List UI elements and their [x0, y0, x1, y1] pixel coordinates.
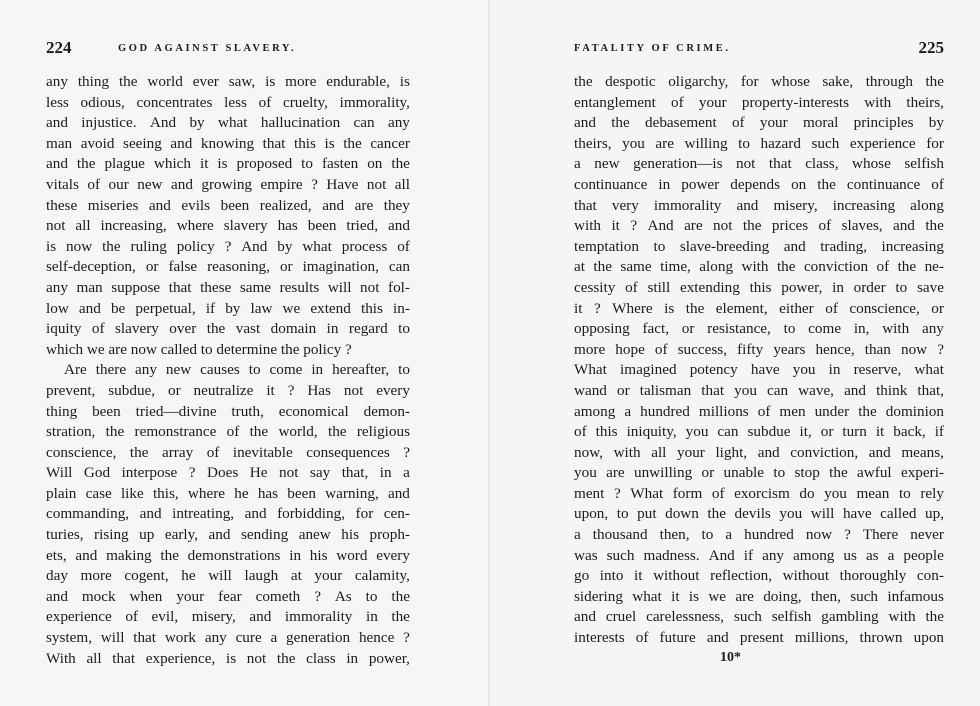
- text-line: you are unwilling or unable to stop the awful experi-: [574, 464, 944, 482]
- text-line: ment ? What form of exorcism do you mean to rely: [574, 484, 944, 502]
- text-line: day more cogent, he will laugh at your calamity,: [46, 567, 410, 585]
- text-line: conscience, the array of inevitable consequences ?: [46, 443, 410, 461]
- text-line: interests of future and present millions, thrown upon: [574, 629, 944, 647]
- text-line: of this iniquity, you can subdue it, or turn it back, if: [574, 423, 944, 441]
- text-line: system, will that work any cure a generation hence ?: [46, 629, 410, 647]
- page-number: 224: [46, 38, 72, 57]
- left-body-text: [46, 72, 410, 669]
- text-line: and the plague which it is proposed to fasten on the: [46, 155, 410, 173]
- text-line: stration, the remonstrance of the world, the religious: [46, 423, 410, 441]
- text-line: plain case like this, where he has been warning, and: [46, 484, 410, 502]
- page-number: 225: [918, 38, 944, 57]
- running-title: GOD AGAINST SLAVERY.: [118, 43, 297, 54]
- text-line: a new generation—is not that class, whose selfish: [574, 155, 944, 173]
- text-line: go into it without reflection, without thoroughly con-: [574, 567, 944, 585]
- text-line: that very immorality and misery, increasing along: [574, 196, 944, 214]
- text-line: Are there any new causes to come in hereafter, to: [64, 361, 410, 379]
- text-line: sidering what it is we are doing, then, such infamous: [574, 587, 944, 605]
- text-line: now, with all your light, and conviction, and means,: [574, 443, 944, 461]
- text-line: theirs, you are willing to hazard such experience for: [574, 134, 944, 152]
- left-running-head: [46, 38, 426, 58]
- text-line: turies, rising up early, and sending anew his proph-: [46, 526, 410, 544]
- text-line: not all increasing, where slavery has been tried, and: [46, 217, 410, 235]
- text-line: experience of evil, misery, and immorality in the: [46, 608, 410, 626]
- text-line: and cruel carelessness, such selfish gambling with the: [574, 608, 944, 626]
- text-line: at the same time, along with the conviction of the ne-: [574, 258, 944, 276]
- text-line: continuance in power depends on the continuance of: [574, 175, 944, 193]
- text-line: thing been tried—divine truth, economical demon-: [46, 402, 410, 420]
- text-line: and mock when your fear cometh ? As to the: [46, 587, 410, 605]
- text-line: temptation to slave-breeding and trading, increasing: [574, 237, 944, 255]
- text-line: less odious, concentrates less of cruelty, immorality,: [46, 93, 410, 111]
- text-line: among a hundred millions of men under the dominion: [574, 402, 944, 420]
- text-line: the despotic oligarchy, for whose sake, through the: [574, 73, 944, 90]
- text-line: wand or talisman that you can wave, and think that,: [574, 381, 944, 399]
- text-line: What imagined potency have you in reserve, what: [574, 361, 944, 379]
- signature-mark: 10*: [720, 650, 741, 665]
- text-line: and injustice. And by what hallucination can any: [46, 114, 410, 132]
- text-line: iquity of slavery over the vast domain in regard to: [46, 320, 410, 338]
- text-line: With all that experience, is not the class in power,: [46, 649, 410, 667]
- text-line: with it ? And are not the prices of slaves, and the: [574, 217, 944, 235]
- text-line: it ? Where is the element, either of conscience, or: [574, 299, 944, 317]
- text-line: upon, to put down the devils you will have called up,: [574, 505, 944, 523]
- text-line: and the debasement of your moral principles by: [574, 114, 944, 132]
- right-body-text: [574, 72, 944, 649]
- text-line: more hope of success, fifty years hence, than now ?: [574, 340, 944, 358]
- text-line: cessity of still extending this power, in order to save: [574, 278, 944, 296]
- text-line: Will God interpose ? Does He not say that, in a: [46, 464, 410, 482]
- text-line: was such madness. And if any among us as a people: [574, 546, 944, 564]
- text-line: low and be perpetual, if by law we extend this in-: [46, 299, 410, 317]
- text-line: any man suppose that these same results will not fol-: [46, 278, 410, 296]
- text-line: entanglement of your property-interests with theirs,: [574, 93, 944, 111]
- text-line: opposing fact, or resistance, to come in, with any: [574, 320, 944, 338]
- right-page: [490, 0, 980, 706]
- text-line: is now the ruling policy ? And by what process of: [46, 237, 410, 255]
- text-line: man avoid seeing and knowing that this is the cancer: [46, 134, 410, 152]
- text-line: self-deception, or false reasoning, or imagination, can: [46, 258, 410, 276]
- text-line: vitals of our new and growing empire ? Have not all: [46, 175, 410, 193]
- text-line: which we are now called to determine the policy ?: [46, 340, 352, 358]
- text-line: a thousand then, to a hundred now ? There never: [574, 526, 944, 544]
- text-line: these miseries and evils been realized, and are they: [46, 196, 410, 214]
- text-line: commanding, and intreating, and forbidding, for cen-: [46, 505, 410, 523]
- running-title: FATALITY OF CRIME.: [574, 43, 731, 54]
- text-line: ets, and making the demonstrations in his word every: [46, 546, 410, 564]
- text-line: prevent, subdue, or neutralize it ? Has not every: [46, 381, 410, 399]
- text-line: any thing the world ever saw, is more endurable, is: [46, 73, 410, 90]
